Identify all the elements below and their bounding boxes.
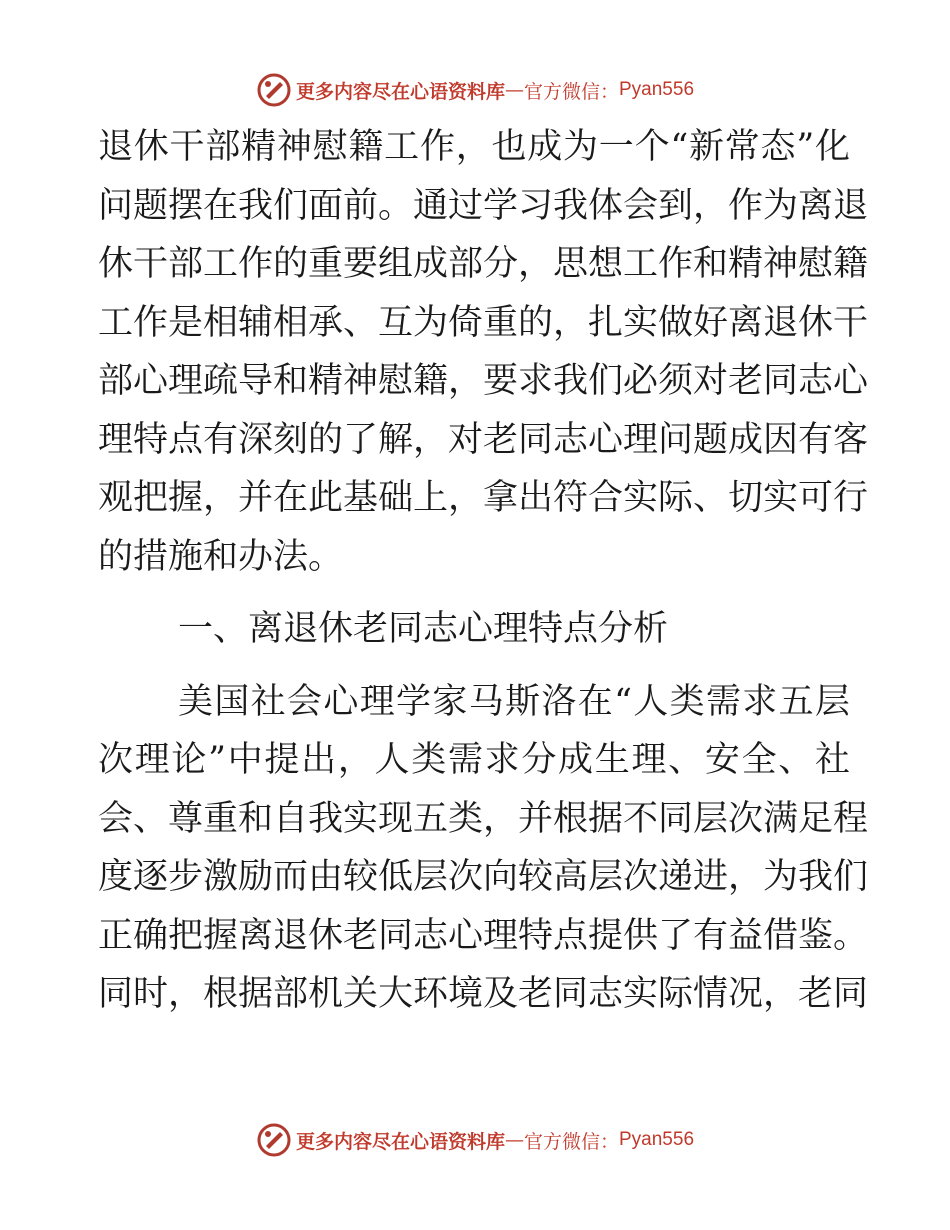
banner-dash: — <box>504 79 524 101</box>
paragraph-line: 正确把握离退休老同志心理特点提供了有益借鉴。 <box>98 915 869 956</box>
paragraph-line: 休干部工作的重要组成部分，思想工作和精神慰籍 <box>98 244 869 284</box>
paragraph-line: 的措施和办法。 <box>98 536 344 577</box>
banner-wechat-label: 官方微信： <box>523 80 619 103</box>
footer-banner <box>0 1120 950 1160</box>
paragraph-line: 理特点有深刻的了解，对老同志心理问题成因有客 <box>98 419 869 460</box>
paragraph-line: 会、尊重和自我实现五类，并根据不同层次满足程 <box>98 798 869 839</box>
banner-wechat-id: Pyan556 <box>619 1129 695 1150</box>
banner-dash: — <box>504 1129 524 1151</box>
banner-wechat-id: Pyan556 <box>619 79 695 100</box>
paragraph-line: 工作是相辅相承、互为倚重的，扎实做好离退休干 <box>98 302 869 343</box>
brand-logo-icon <box>256 1122 292 1158</box>
brand-logo-icon <box>256 72 292 108</box>
paragraph-line: 度逐步激励而由较低层次向较高层次递进，为我们 <box>98 857 869 897</box>
document-body <box>98 118 869 1024</box>
banner-main-text: 更多内容尽在心语资料库 <box>295 1130 505 1153</box>
banner-wechat-label: 官方微信： <box>523 1130 619 1153</box>
paragraph-line: 观把握，并在此基础上，拿出符合实际、切实可行 <box>98 478 869 518</box>
section-heading: 一、离退休老同志心理特点分析 <box>178 609 669 649</box>
paragraph-line: 问题摆在我们面前。通过学习我体会到，作为离退 <box>98 185 869 226</box>
header-banner <box>0 70 950 110</box>
paragraph-line: 同时，根据部机关大环境及老同志实际情况，老同 <box>98 974 869 1014</box>
paragraph-line: 退休干部精神慰籍工作，也成为一个“新常态”化 <box>98 127 850 167</box>
paragraph-line: 美国社会心理学家马斯洛在“人类需求五层 <box>178 681 850 722</box>
banner-main-text: 更多内容尽在心语资料库 <box>295 80 505 103</box>
paragraph-line: 次理论”中提出，人类需求分成生理、安全、社 <box>98 740 850 780</box>
paragraph-line: 部心理疏导和精神慰籍，要求我们必须对老同志心 <box>98 361 869 401</box>
